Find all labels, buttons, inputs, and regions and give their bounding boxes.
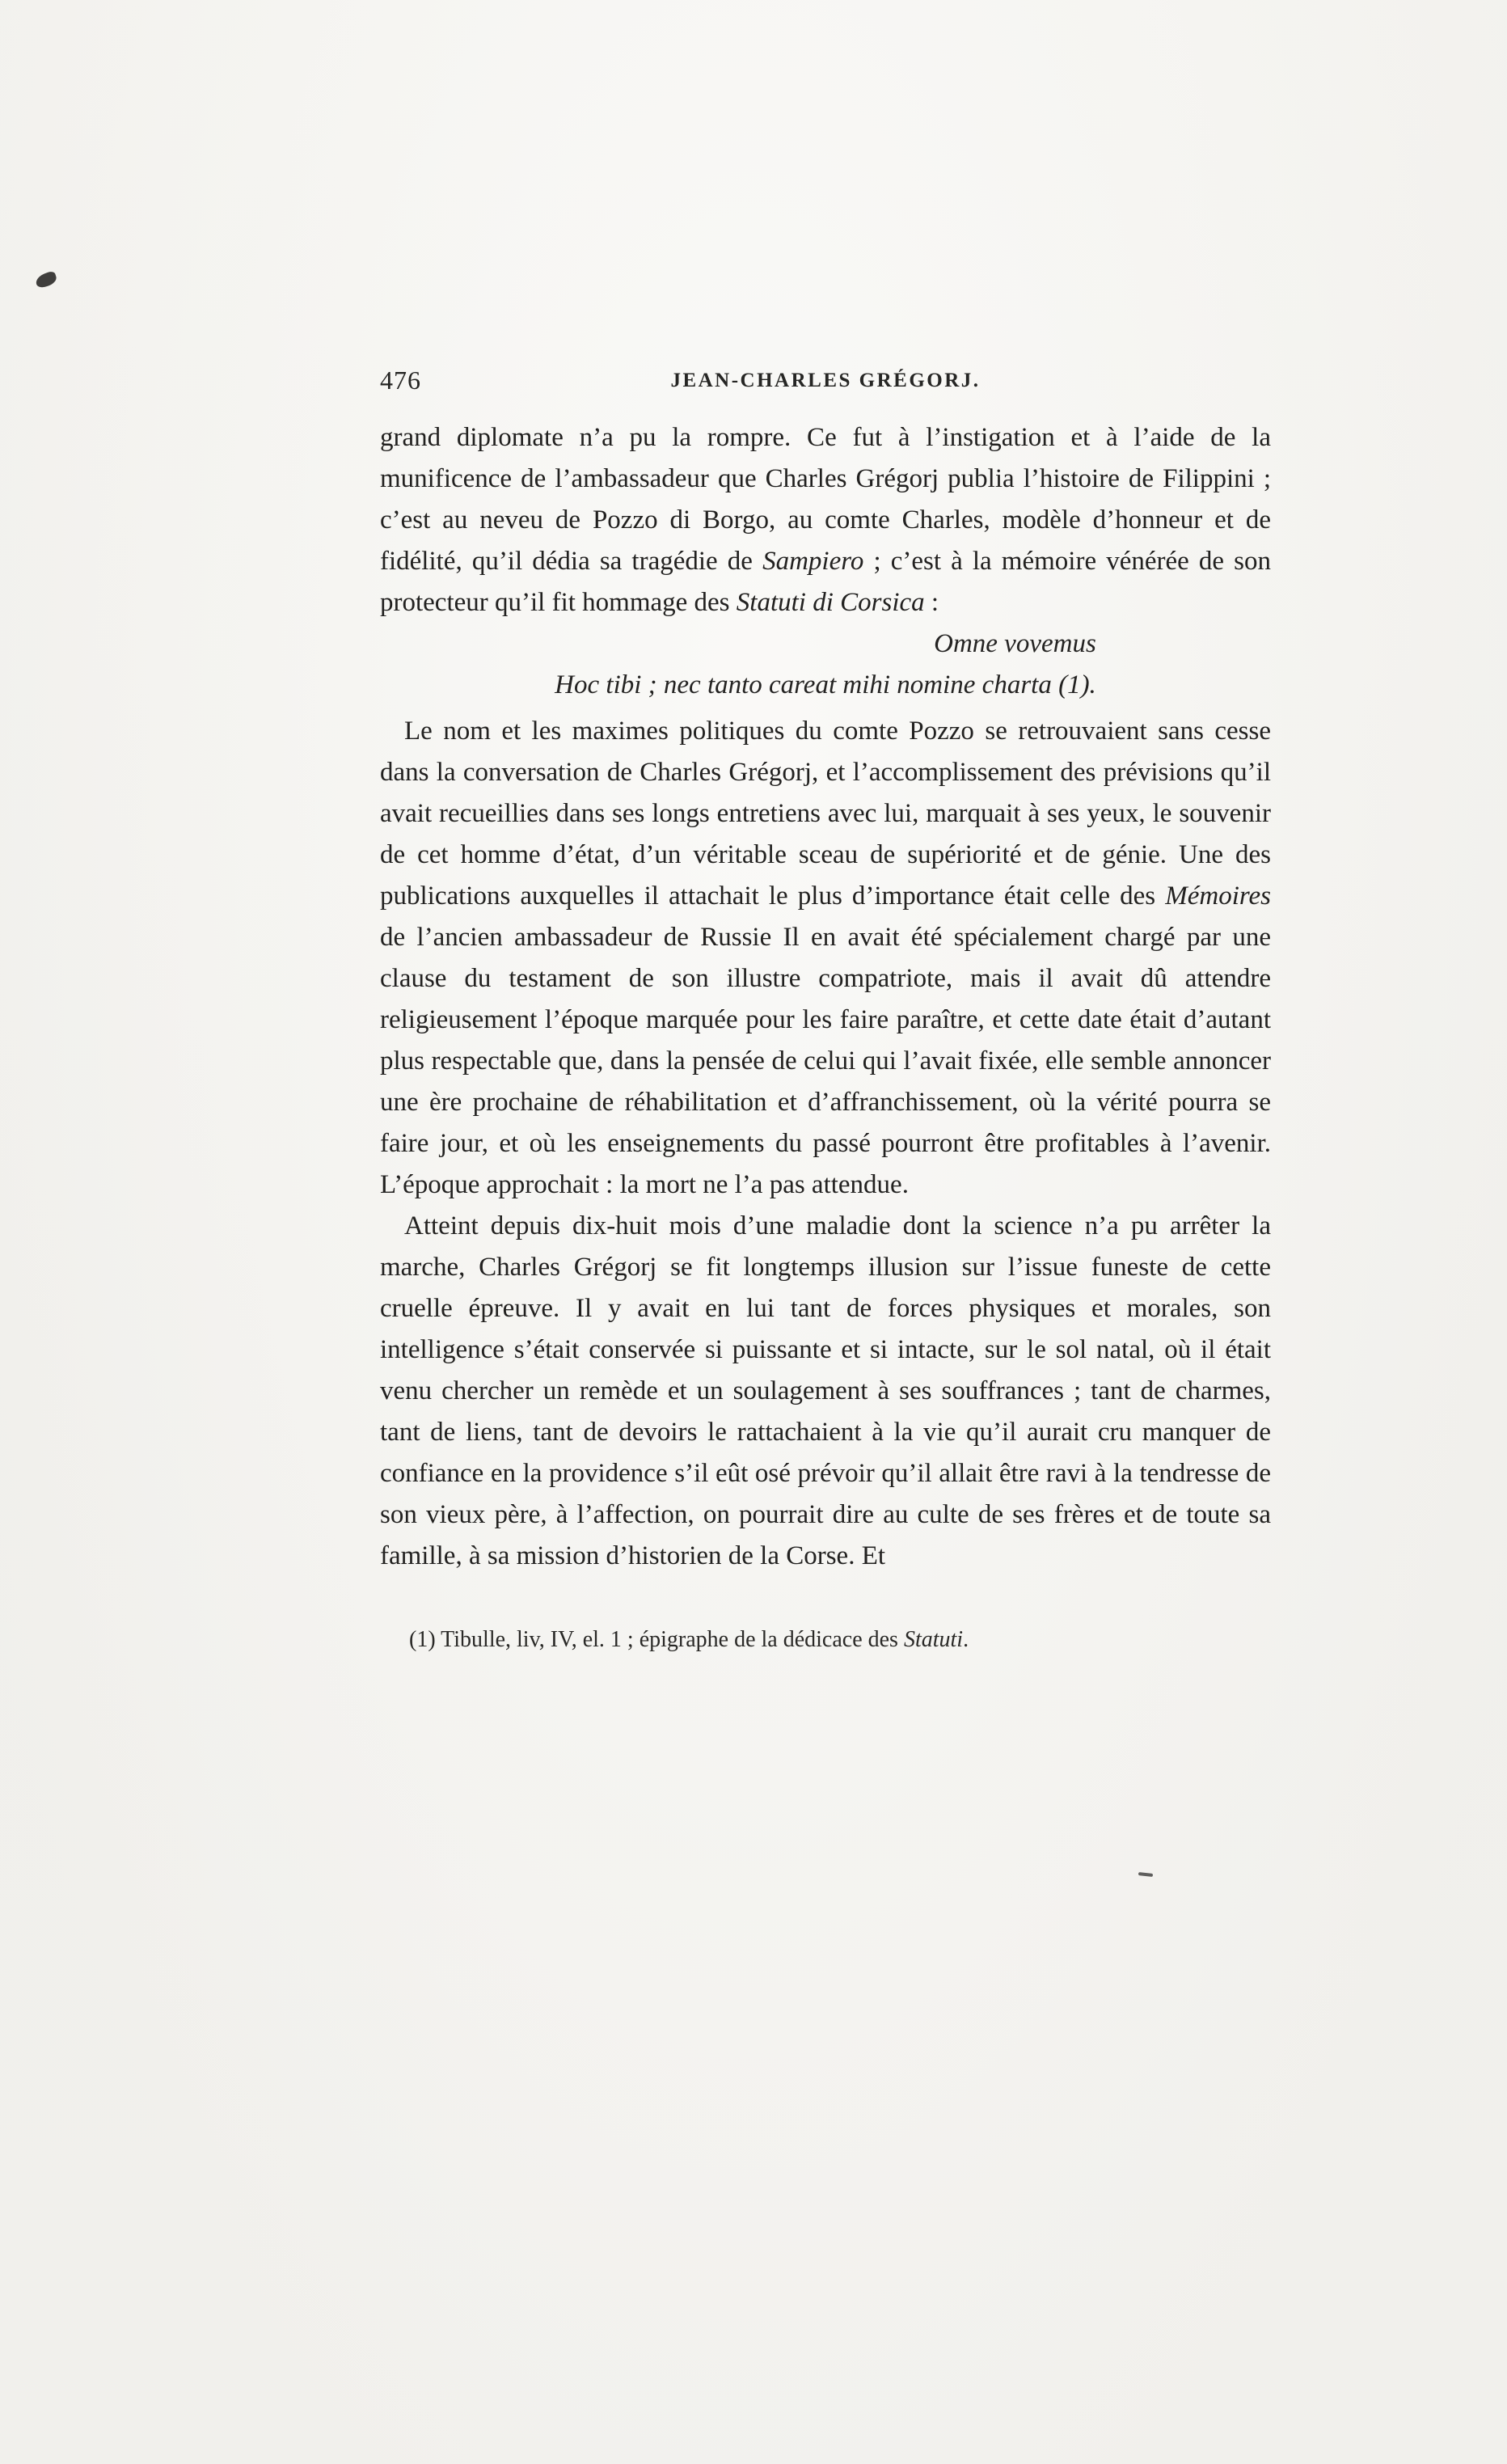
page-header (380, 366, 1271, 399)
paragraph-pozzo-maximes: Le nom et les maximes politiques du comte Pozzo se retrouvaient sans cesse dans la conversation de Charles Grégorj, et l’accomplissement des prévisions qu’il avait recueillies dans ses longs entretiens avec lui, marquait à ses yeux, le souvenir de cet homme d’état, d’un véritable sceau de supériorité et de génie. Une des publications auxquelles il attachait le plus d’importance était celle des Mémoires de l’ancien ambassadeur de Russie Il en avait été spécialement chargé par une clause du testament de son illustre compatriote, mais il avait dû attendre religieusement l’époque marquée pour les faire paraître, et cette date était d’autant plus respectable que, dans la pensée de celui qui l’avait fixée, elle semble annoncer une ère prochaine de réhabilitation et d’affranchissement, où la vérité pourra se faire jour, et où les enseignements du passé pourront être profitables à l’avenir. L’époque approchait : la mort ne l’a pas attendue. (380, 716, 1271, 1199)
page-number: 476 (380, 366, 421, 395)
verse-line-2: Hoc tibi ; nec tanto careat mihi nomine charta (1). (555, 670, 1096, 699)
running-title: JEAN-CHARLES GRÉGORJ. (670, 370, 981, 391)
scan-artifact-speck (34, 270, 58, 289)
latin-verse-inner (555, 623, 1096, 706)
verse-line-1: Omne vovemus (934, 629, 1096, 658)
paragraph-maladie: Atteint depuis dix-huit mois d’une maladie dont la science n’a pu arrêter la marche, Charles Grégorj se fit longtemps illusion sur l’issue funeste de cette cruelle épreuve. Il y avait en lui tant de forces physiques et morales, son intelligence s’était conservée si puissante et si intacte, sur le sol natal, où il était venu chercher un remède et un soulagement à ses souffrances ; tant de charmes, tant de liens, tant de devoirs le rattachaient à la vie qu’il aurait cru manquer de confiance en la providence s’il eût osé prévoir qu’il allait être ravi à la tendresse de son vieux père, à l’affection, on pourrait dire au culte de ses frères et de toute sa famille, à sa mission d’historien de la Corse. Et (380, 1211, 1271, 1570)
paragraph-continuation: grand diplomate n’a pu la rompre. Ce fut à l’instigation et à l’aide de la munificence de l’ambassadeur que Charles Grégorj publia l’histoire de Filippini ; c’est au neveu de Pozzo di Borgo, au comte Charles, modèle d’honneur et de fidélité, qu’il dédia sa tragédie de Sampiero ; c’est à la mémoire vénérée de son protecteur qu’il fit hommage des Statuti di Corsica : (380, 423, 1271, 617)
scan-artifact-dash (1138, 1872, 1153, 1877)
book-page (380, 366, 1271, 1656)
footnote: (1) Tibulle, liv, IV, el. 1 ; épigraphe de la dédicace des Statuti. (409, 1627, 969, 1652)
latin-verse (380, 623, 1271, 706)
text-block (380, 417, 1271, 1656)
